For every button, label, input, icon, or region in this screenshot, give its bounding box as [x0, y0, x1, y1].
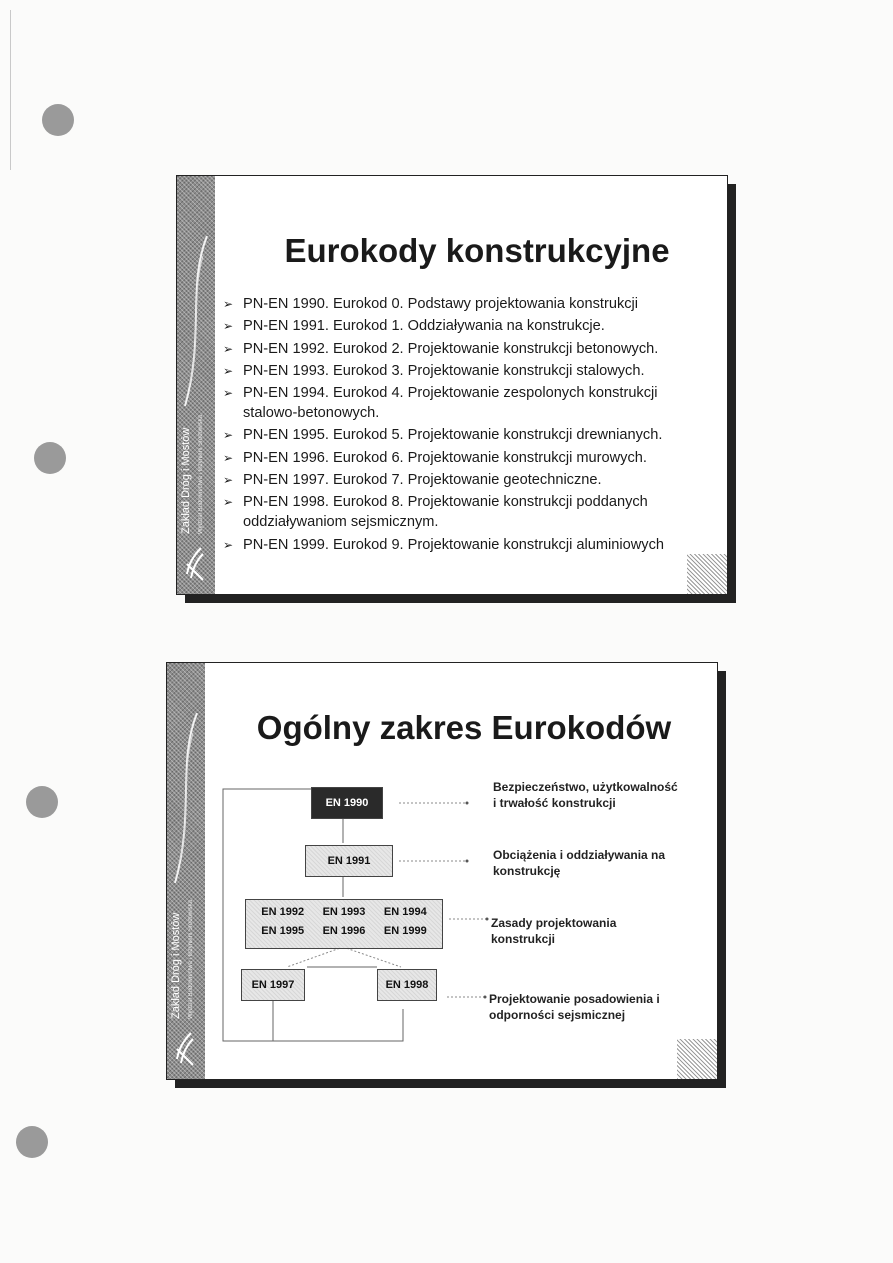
list-item: ➢ PN-EN 1990. Eurokod 0. Podstawy projektowania konstrukcji: [223, 296, 639, 312]
en1990-box: EN 1990: [311, 787, 383, 819]
punch-hole-3: [26, 786, 58, 818]
list-item: ➢ PN-EN 1997. Eurokod 7. Projektowanie geotechniczne.: [223, 472, 602, 489]
slide-shadow: [175, 1080, 726, 1088]
page-edge-line: [10, 10, 11, 170]
grid-cell: EN 1996: [322, 925, 366, 937]
arrow-bullet-icon: ➢: [223, 473, 234, 488]
slide-sidebar: [177, 176, 215, 594]
list-item: ➢ PN-EN 1993. Eurokod 3. Projektowanie konstrukcji stalowych.: [223, 362, 645, 379]
arrow-bullet-icon: ➢: [223, 537, 234, 552]
arrow-bullet-icon: ➢: [223, 386, 234, 401]
list-item: ➢ PN-EN 1991. Eurokod 1. Oddziaływania na konstrukcje.: [223, 318, 605, 335]
punch-hole-1: [42, 104, 74, 136]
sidebar-sublabel: Wydział Budownictwa i Inżynierii Środowiska: [188, 900, 194, 1019]
punch-hole-4: [16, 1126, 48, 1158]
desc-en1991: Obciążenia i oddziaływania na konstrukcję: [493, 848, 666, 878]
slide-eurokody: [176, 175, 728, 595]
desc-en1997-1998: Projektowanie posadowienia i odporności sejsmicznej: [489, 992, 660, 1022]
sidebar-label: Zakład Dróg i Mostów: [170, 912, 182, 1019]
en-design-group-box: [245, 899, 443, 949]
desc-en1990: Bezpieczeństwo, użytkowalność i trwałość konstrukcji: [493, 780, 678, 810]
en1998-box: EN 1998: [377, 969, 437, 1001]
slide-shadow: [718, 671, 726, 1088]
sidebar-label: Zakład Dróg i Mostów: [180, 427, 192, 534]
list-item: ➢ PN-EN 1994. Eurokod 4. Projektowanie zespolonych konstrukcji stalowo-betonowych.: [223, 385, 658, 422]
list-item: ➢ PN-EN 1995. Eurokod 5. Projektowanie konstrukcji drewnianych.: [223, 427, 663, 444]
grid-cell: EN 1993: [322, 906, 366, 918]
list-item: ➢ PN-EN 1996. Eurokod 6. Projektowanie konstrukcji murowych.: [223, 449, 647, 466]
grid-cell: EN 1999: [383, 925, 427, 937]
corner-pattern: [687, 554, 727, 594]
grid-cell: EN 1992: [261, 906, 305, 918]
sidebar-sublabel: Wydział Budownictwa i Inżynierii Środowiska: [198, 415, 204, 534]
university-logo-icon: [183, 544, 207, 584]
slide-title: Ogólny zakres Eurokodów: [256, 709, 672, 746]
list-item: ➢ PN-EN 1992. Eurokod 2. Projektowanie konstrukcji betonowych.: [223, 340, 659, 357]
en1997-box: EN 1997: [241, 969, 305, 1001]
slide-zakres: [166, 662, 718, 1080]
slide-title: Eurokody konstrukcyjne: [284, 232, 670, 269]
slide-shadow: [728, 184, 736, 603]
list-item: ➢ PN-EN 1999. Eurokod 9. Projektowanie konstrukcji aluminiowych: [223, 536, 664, 553]
grid-cell: EN 1995: [261, 925, 305, 937]
arrow-bullet-icon: ➢: [223, 428, 234, 443]
university-logo-icon: [173, 1029, 197, 1069]
grid-cell: EN 1994: [383, 906, 427, 918]
desc-design-group: Zasady projektowania konstrukcji: [491, 916, 617, 946]
slide-shadow: [185, 595, 736, 603]
arrow-bullet-icon: ➢: [223, 450, 234, 465]
list-item: ➢ PN-EN 1998. Eurokod 8. Projektowanie konstrukcji poddanych oddziaływaniom sejsmicznym.: [223, 494, 648, 531]
slide-sidebar: [167, 663, 205, 1079]
en1991-box: EN 1991: [305, 845, 393, 877]
arrow-bullet-icon: ➢: [223, 363, 234, 378]
arrow-bullet-icon: ➢: [223, 341, 234, 356]
arrow-bullet-icon: ➢: [223, 319, 234, 334]
arrow-bullet-icon: ➢: [223, 297, 234, 311]
corner-pattern: [677, 1039, 717, 1079]
punch-hole-2: [34, 442, 66, 474]
eurocode-list: [221, 294, 701, 557]
arrow-bullet-icon: ➢: [223, 495, 234, 510]
